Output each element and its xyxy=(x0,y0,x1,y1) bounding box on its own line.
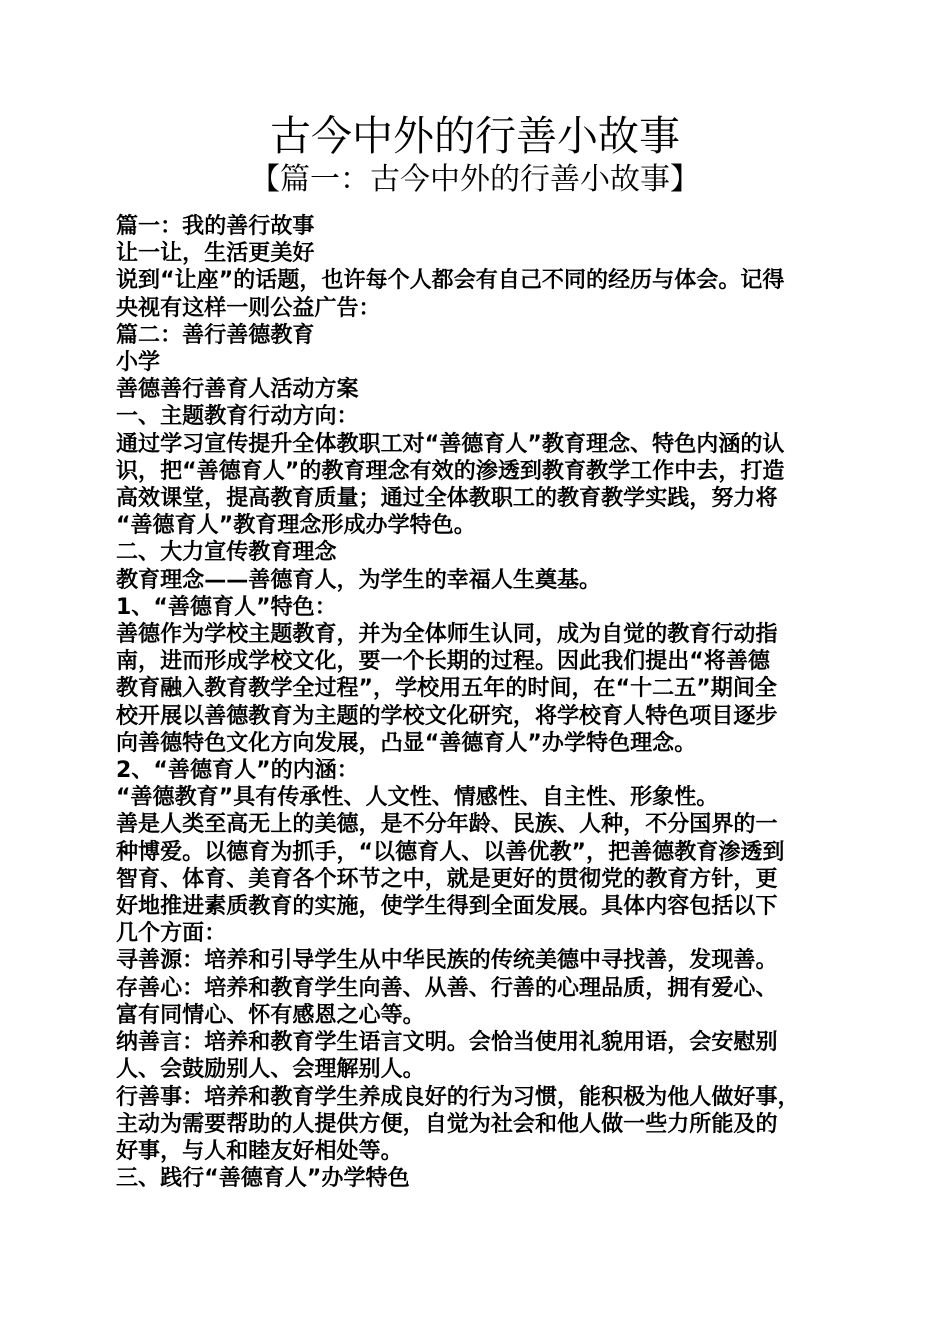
body-line: 向善德特色文化方向发展，凸显“善德育人”办学特色理念。 xyxy=(116,730,697,756)
body-line: 说到“让座”的话题，也许每个人都会有自己不同的经历与体会。记得 xyxy=(116,268,785,294)
body-line: 人、会鼓励别人、会理解别人。 xyxy=(116,1057,425,1083)
body-line: 种博爱。以德育为抓手，“以德育人、以善优教”，把善德教育渗透到 xyxy=(116,839,785,865)
body-line: 富有同情心、怀有感恩之心等。 xyxy=(116,1002,425,1028)
body-line: 高效课堂，提高教育质量；通过全体教职工的教育教学实践，努力将 xyxy=(116,486,778,512)
body-line: 主动为需要帮助的人提供方便，自觉为社会和他人做一些力所能及的 xyxy=(116,1111,778,1137)
body-line: 智育、体育、美育各个环节之中，就是更好的贯彻党的教育方针，更 xyxy=(116,866,778,892)
body-line: 寻善源：培养和引导学生从中华民族的传统美德中寻找善，发现善。 xyxy=(116,948,778,974)
body-line: 三、践行“善德育人”办学特色 xyxy=(116,1166,410,1192)
body-line: “善德育人”教育理念形成办学特色。 xyxy=(116,513,476,539)
body-line: 2、“善德育人”的内涵： xyxy=(116,758,359,784)
body-line: 行善事：培养和教育学生养成良好的行为习惯，能积极为他人做好事， xyxy=(116,1084,800,1110)
body-line: 存善心：培养和教育学生向善、从善、行善的心理品质，拥有爱心、 xyxy=(116,975,778,1001)
body-line: 篇一：我的善行故事 xyxy=(116,214,315,239)
body-line: 1、“善德育人”特色： xyxy=(116,594,337,620)
body-line: “善德教育”具有传承性、人文性、情感性、自主性、形象性。 xyxy=(116,785,719,811)
body-line: 篇二：善行善德教育 xyxy=(116,322,315,348)
body-line: 善德善行善育人活动方案 xyxy=(116,377,359,403)
document-body xyxy=(116,213,836,1192)
body-line: 几个方面： xyxy=(116,921,227,947)
body-line: 小学 xyxy=(116,350,161,376)
body-line: 善德作为学校主题教育，并为全体师生认同，成为自觉的教育行动指 xyxy=(116,622,778,648)
body-line: 好地推进素质教育的实施，使学生得到全面发展。具体内容包括以下 xyxy=(116,894,778,920)
body-line: 纳善言：培养和教育学生语言文明。会恰当使用礼貌用语，会安慰别 xyxy=(116,1030,778,1056)
body-line: 好事，与人和睦友好相处等。 xyxy=(116,1138,403,1164)
body-line: 一、主题教育行动方向： xyxy=(116,404,359,430)
body-line: 央视有这样一则公益广告： xyxy=(116,295,381,321)
body-line: 教育理念——善德育人，为学生的幸福人生奠基。 xyxy=(116,567,602,593)
body-line: 识，把“善德育人”的教育理念有效的渗透到教育教学工作中去，打造 xyxy=(116,458,785,484)
body-line: 南，进而形成学校文化，要一个长期的过程。因此我们提出“将善德 xyxy=(116,649,770,675)
body-line: 二、大力宣传教育理念 xyxy=(116,540,337,566)
body-line: 校开展以善德教育为主题的学校文化研究，将学校育人特色项目逐步 xyxy=(116,703,778,729)
body-line: 善是人类至高无上的美德，是不分年龄、民族、人种，不分国界的一 xyxy=(116,812,778,838)
document-subtitle: 【篇一：古今中外的行善小故事】 xyxy=(250,162,700,197)
body-line: 通过学习宣传提升全体教职工对“善德育人”教育理念、特色内涵的认 xyxy=(116,431,785,457)
body-line: 让一让，生活更美好 xyxy=(116,241,315,267)
document-title: 古今中外的行善小故事 xyxy=(270,112,680,160)
body-line: 教育融入教育教学全过程”，学校用五年的时间，在“十二五”期间全 xyxy=(116,676,777,702)
